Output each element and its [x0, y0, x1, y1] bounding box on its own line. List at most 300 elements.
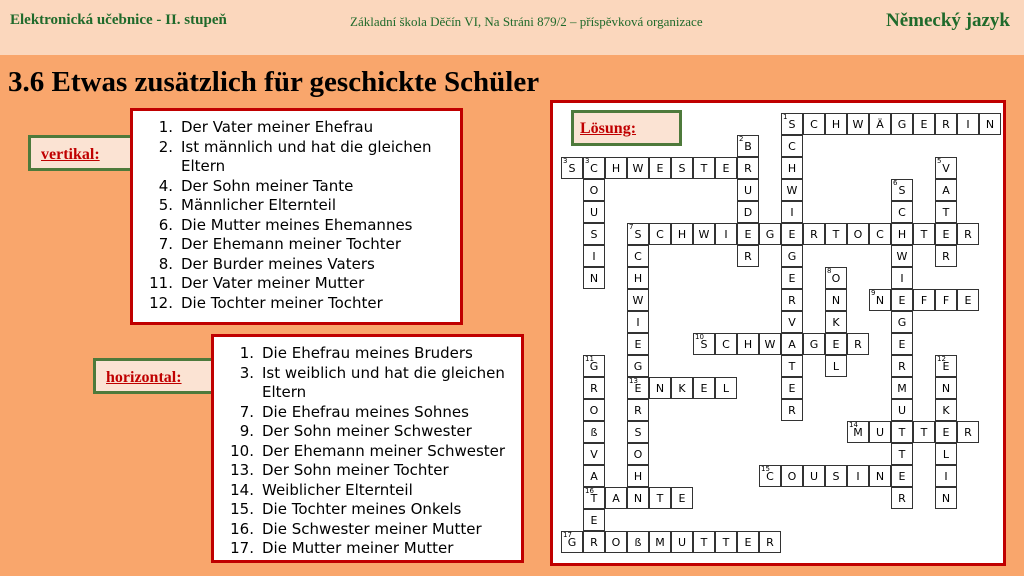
cell-letter: E — [832, 338, 840, 351]
cell-letter: N — [633, 492, 643, 505]
crossword-cell — [891, 179, 913, 201]
cell-letter: G — [589, 360, 599, 373]
cell-letter: R — [788, 404, 796, 417]
crossword-cell — [957, 421, 979, 443]
cell-number: 8 — [827, 267, 832, 275]
cell-letter: S — [634, 426, 642, 439]
cell-letter: K — [942, 404, 950, 417]
cell-letter: S — [590, 228, 598, 241]
crossword-cell — [693, 157, 715, 179]
clue-text: Der Ehemann meiner Schwester — [262, 441, 506, 460]
cell-letter: E — [634, 382, 642, 395]
cell-letter: C — [766, 470, 774, 483]
crossword-cell — [781, 289, 803, 311]
crossword-cell — [715, 531, 737, 553]
cell-letter: T — [898, 426, 906, 439]
crossword-cell — [935, 245, 957, 267]
cell-letter: L — [942, 448, 950, 461]
cell-letter: G — [809, 338, 819, 351]
crossword-cell — [781, 377, 803, 399]
cell-letter: K — [678, 382, 686, 395]
cell-letter: U — [677, 536, 687, 549]
crossword-cell — [891, 377, 913, 399]
cell-letter: D — [743, 206, 753, 219]
crossword-cell — [715, 223, 737, 245]
cell-letter: T — [590, 492, 598, 505]
cell-letter: O — [611, 536, 621, 549]
crossword-cell — [891, 113, 913, 135]
crossword-cell — [649, 487, 671, 509]
cell-letter: I — [592, 250, 596, 263]
clue-number: 17. — [230, 539, 254, 557]
cell-letter: T — [722, 536, 730, 549]
crossword-cell — [935, 201, 957, 223]
crossword-cell — [627, 377, 649, 399]
crossword-cell — [781, 465, 803, 487]
cell-letter: V — [590, 448, 598, 461]
crossword-cell — [935, 355, 957, 377]
cell-number: 7 — [629, 223, 634, 231]
crossword-cell — [671, 531, 693, 553]
clue-text: Die Tochter meines Onkels — [262, 500, 462, 518]
cell-letter: I — [944, 470, 948, 483]
crossword-cell — [715, 157, 737, 179]
crossword-cell — [781, 333, 803, 355]
cell-letter: H — [831, 118, 841, 131]
cell-letter: R — [744, 250, 752, 263]
crossword-cell — [737, 531, 759, 553]
slide-header — [0, 0, 1024, 55]
cell-number: 6 — [893, 179, 898, 187]
crossword-cell — [737, 201, 759, 223]
crossword-cell — [583, 509, 605, 531]
clue-item — [222, 403, 513, 423]
crossword-cell — [649, 531, 671, 553]
cell-letter: T — [832, 228, 840, 241]
cell-letter: C — [810, 118, 818, 131]
cell-letter: E — [678, 492, 686, 505]
crossword-cell — [913, 421, 935, 443]
crossword-cell — [627, 157, 649, 179]
crossword-cell — [737, 135, 759, 157]
crossword-cell — [627, 289, 649, 311]
cell-letter: C — [590, 162, 598, 175]
clue-number — [141, 157, 181, 177]
clue-item — [141, 196, 452, 216]
crossword-cell — [935, 377, 957, 399]
crossword-cell — [891, 333, 913, 355]
cell-letter: T — [920, 426, 928, 439]
cell-letter: E — [590, 514, 598, 527]
crossword-cell — [847, 333, 869, 355]
clue-text: Der Vater meiner Ehefrau — [181, 118, 374, 136]
clue-text: Ist männlich und hat die gleichen — [181, 137, 432, 156]
crossword-cell — [891, 201, 913, 223]
cell-letter: G — [787, 250, 797, 263]
crossword-cell — [847, 421, 869, 443]
clue-item — [222, 364, 513, 384]
slide-title: 3.6 Etwas zusätzlich für geschickte Schüler — [8, 66, 540, 98]
cell-letter: G — [633, 360, 643, 373]
clue-number: 13. — [230, 461, 254, 479]
cell-letter: O — [589, 404, 599, 417]
crossword-cell — [913, 223, 935, 245]
crossword-cell — [913, 113, 935, 135]
cell-letter: C — [788, 140, 796, 153]
crossword-cell — [627, 443, 649, 465]
cell-letter: C — [876, 228, 884, 241]
cell-letter: I — [636, 316, 640, 329]
cell-number: 15 — [761, 465, 770, 473]
clue-text: Der Sohn meiner Schwester — [262, 422, 472, 440]
cell-letter: Ä — [876, 118, 884, 131]
clue-number: 1. — [158, 118, 173, 136]
cell-number: 2 — [739, 135, 744, 143]
cell-letter: U — [743, 184, 753, 197]
crossword-cell — [737, 223, 759, 245]
cell-letter: I — [900, 272, 904, 285]
clue-text: Der Vater meiner Mutter — [181, 274, 365, 292]
cell-letter: R — [964, 426, 972, 439]
cell-letter: E — [722, 162, 730, 175]
crossword-cell — [671, 377, 693, 399]
cell-letter: S — [832, 470, 840, 483]
cell-letter: E — [788, 228, 796, 241]
crossword-cell — [891, 487, 913, 509]
cell-letter: E — [898, 294, 906, 307]
cell-letter: E — [656, 162, 664, 175]
cell-letter: W — [852, 118, 864, 131]
cell-letter: R — [942, 118, 950, 131]
cell-letter: R — [766, 536, 774, 549]
clue-text: Die Tochter meiner Tochter — [181, 293, 383, 312]
cell-letter: N — [589, 272, 599, 285]
cell-number: 11 — [585, 355, 594, 363]
clue-item — [141, 274, 452, 294]
clue-item — [141, 177, 452, 197]
cell-letter: E — [942, 228, 950, 241]
crossword-cell — [583, 443, 605, 465]
crossword-cell — [825, 223, 847, 245]
cell-letter: S — [898, 184, 906, 197]
cell-letter: C — [634, 250, 642, 263]
clue-text: Die Ehefrau meines Sohnes — [262, 402, 469, 421]
cell-letter: R — [788, 294, 796, 307]
cell-letter: N — [875, 294, 885, 307]
crossword-cell — [803, 113, 825, 135]
clue-text: Der Sohn meiner Tochter — [262, 461, 449, 479]
crossword-cell — [583, 355, 605, 377]
cell-letter: ß — [634, 536, 642, 549]
cell-letter: G — [567, 536, 577, 549]
clue-number: 3. — [239, 363, 254, 382]
crossword-cell — [583, 487, 605, 509]
horizontal-label — [93, 358, 221, 394]
clue-item — [141, 216, 452, 236]
crossword-cell — [935, 487, 957, 509]
crossword-cell — [627, 311, 649, 333]
cell-letter: G — [765, 228, 775, 241]
clue-text: Die Ehefrau meines Bruders — [262, 344, 473, 362]
crossword-cell — [869, 421, 891, 443]
cell-letter: A — [590, 470, 598, 483]
crossword-cell — [957, 289, 979, 311]
clue-item — [222, 344, 513, 364]
crossword-cell — [583, 531, 605, 553]
crossword-cell — [935, 179, 957, 201]
crossword-cell — [803, 333, 825, 355]
cell-letter: G — [897, 118, 907, 131]
cell-letter: O — [633, 448, 643, 461]
cell-letter: E — [634, 338, 642, 351]
crossword-cell — [715, 333, 737, 355]
crossword-cell — [935, 289, 957, 311]
crossword-cell — [693, 223, 715, 245]
cell-letter: B — [744, 140, 752, 153]
clue-item — [141, 235, 452, 255]
crossword-cell — [759, 465, 781, 487]
solution-label-text: Lösung: — [580, 120, 637, 137]
cell-letter: T — [920, 228, 928, 241]
clue-number: 9. — [239, 422, 254, 440]
cell-letter: O — [589, 184, 599, 197]
crossword-cell — [781, 311, 803, 333]
crossword-cell — [825, 355, 847, 377]
crossword-cell — [737, 333, 759, 355]
cell-letter: S — [634, 228, 642, 241]
clue-item — [141, 138, 452, 158]
crossword-cell — [693, 531, 715, 553]
crossword-cell — [583, 465, 605, 487]
crossword-cell — [935, 223, 957, 245]
clue-item — [141, 157, 452, 177]
clue-number: 12. — [149, 293, 173, 312]
crossword-cell — [627, 399, 649, 421]
cell-number: 12 — [937, 355, 946, 363]
cell-letter: N — [941, 492, 951, 505]
crossword-cell — [583, 421, 605, 443]
cell-letter: W — [698, 228, 710, 241]
clue-item — [141, 118, 452, 138]
crossword-cell — [891, 223, 913, 245]
cell-letter: H — [633, 470, 643, 483]
crossword-cell — [847, 465, 869, 487]
crossword-cell — [891, 421, 913, 443]
clue-text: Der Burder meines Vaters — [181, 254, 375, 273]
cell-letter: R — [590, 536, 598, 549]
clue-item — [222, 481, 513, 501]
cell-letter: W — [896, 250, 908, 263]
crossword-cell — [847, 113, 869, 135]
crossword-cell — [935, 399, 957, 421]
cell-letter: I — [724, 228, 728, 241]
cell-letter: R — [744, 162, 752, 175]
cell-letter: T — [788, 360, 796, 373]
cell-letter: A — [612, 492, 620, 505]
vertical-label — [28, 135, 138, 171]
clue-item — [222, 442, 513, 462]
crossword-solution — [550, 100, 1006, 566]
crossword-cell — [715, 377, 737, 399]
clue-text: Die Schwester meiner Mutter — [262, 519, 482, 538]
crossword-cell — [649, 223, 671, 245]
cell-number: 10 — [695, 333, 704, 341]
clue-text: Die Mutter meiner Mutter — [262, 539, 454, 557]
cell-letter: M — [853, 426, 863, 439]
crossword-cell — [627, 531, 649, 553]
cell-letter: N — [875, 470, 885, 483]
crossword-cell — [825, 289, 847, 311]
cell-letter: O — [853, 228, 863, 241]
cell-letter: T — [898, 448, 906, 461]
cell-letter: S — [568, 162, 576, 175]
school-name: Základní škola Děčín VI, Na Stráni 879/2 – příspěvková organizace — [350, 14, 703, 29]
cell-letter: S — [678, 162, 686, 175]
crossword-cell — [649, 157, 671, 179]
cell-letter: O — [831, 272, 841, 285]
crossword-cell — [803, 223, 825, 245]
clue-text: Eltern — [181, 157, 226, 175]
cell-letter: E — [700, 382, 708, 395]
crossword-cell — [605, 487, 627, 509]
cell-letter: E — [744, 228, 752, 241]
vertical-label-text: vertikal: — [41, 146, 100, 163]
clue-number: 10. — [230, 441, 254, 460]
crossword-cell — [825, 311, 847, 333]
crossword-cell — [781, 267, 803, 289]
crossword-cell — [737, 157, 759, 179]
crossword-cell — [671, 487, 693, 509]
clue-item — [222, 500, 513, 520]
crossword-cell — [913, 289, 935, 311]
crossword-cell — [935, 113, 957, 135]
crossword-cell — [869, 465, 891, 487]
crossword-cell — [935, 157, 957, 179]
clue-text: Der Ehemann meiner Tochter — [181, 235, 402, 253]
clue-text: Eltern — [262, 383, 307, 401]
cell-number: 14 — [849, 421, 858, 429]
vertical-clue-list — [141, 118, 452, 313]
crossword-cell — [891, 311, 913, 333]
cell-number: 13 — [629, 377, 638, 385]
crossword-cell — [891, 399, 913, 421]
crossword-cell — [825, 267, 847, 289]
cell-letter: E — [898, 338, 906, 351]
cell-letter: E — [788, 272, 796, 285]
crossword-cell — [583, 179, 605, 201]
horizontal-clue-list — [222, 344, 513, 559]
clue-text: Weiblicher Elternteil — [262, 480, 413, 499]
cell-letter: R — [854, 338, 862, 351]
cell-letter: C — [898, 206, 906, 219]
crossword-cell — [671, 223, 693, 245]
cell-letter: W — [632, 162, 644, 175]
cell-letter: S — [788, 118, 796, 131]
crossword-cell — [583, 245, 605, 267]
cell-letter: H — [677, 228, 687, 241]
clue-number: 4. — [158, 176, 173, 195]
cell-number: 3 — [585, 157, 590, 165]
cell-letter: ß — [590, 426, 598, 439]
cell-letter: N — [655, 382, 665, 395]
cell-letter: G — [897, 316, 907, 329]
clue-item — [141, 294, 452, 314]
crossword-cell — [869, 113, 891, 135]
cell-letter: S — [700, 338, 708, 351]
crossword-cell — [671, 157, 693, 179]
cell-number: 3 — [563, 157, 568, 165]
clue-number: 7. — [239, 402, 254, 421]
clue-item — [222, 520, 513, 540]
crossword-cell — [891, 443, 913, 465]
clue-number: 8. — [158, 254, 173, 273]
crossword-cell — [561, 157, 583, 179]
clue-text: Männlicher Elternteil — [181, 196, 337, 214]
clue-text: Ist weiblich und hat die gleichen — [262, 363, 505, 382]
crossword-cell — [869, 289, 891, 311]
crossword-cell — [627, 223, 649, 245]
crossword-cell — [957, 223, 979, 245]
crossword-cell — [957, 113, 979, 135]
crossword-cell — [627, 267, 649, 289]
crossword-cell — [781, 223, 803, 245]
cell-letter: H — [633, 272, 643, 285]
crossword-cell — [781, 135, 803, 157]
crossword-cell — [649, 377, 671, 399]
cell-letter: H — [787, 162, 797, 175]
crossword-cell — [781, 399, 803, 421]
crossword-cell — [605, 531, 627, 553]
cell-letter: V — [788, 316, 796, 329]
cell-letter: I — [790, 206, 794, 219]
cell-letter: F — [920, 294, 928, 307]
clue-item — [222, 422, 513, 442]
cell-letter: L — [832, 360, 840, 373]
clue-number: 5. — [158, 196, 173, 214]
crossword-cell — [803, 465, 825, 487]
cell-letter: L — [722, 382, 730, 395]
crossword-cell — [759, 333, 781, 355]
crossword-cell — [825, 113, 847, 135]
clue-number: 11. — [149, 274, 173, 292]
crossword-cell — [605, 157, 627, 179]
cell-letter: A — [788, 338, 796, 351]
crossword-cell — [737, 245, 759, 267]
clue-number: 15. — [230, 500, 254, 518]
clue-number: 1. — [239, 344, 254, 362]
cell-number: 17 — [563, 531, 572, 539]
crossword-cell — [847, 223, 869, 245]
cell-letter: W — [786, 184, 798, 197]
clue-number: 2. — [158, 137, 173, 156]
crossword-cell — [737, 179, 759, 201]
subject-name: Německý jazyk — [886, 10, 1010, 31]
crossword-cell — [627, 355, 649, 377]
cell-letter: H — [743, 338, 753, 351]
crossword-cell — [935, 443, 957, 465]
clue-item — [222, 461, 513, 481]
cell-letter: M — [897, 382, 907, 395]
crossword-cell — [583, 201, 605, 223]
cell-letter: W — [632, 294, 644, 307]
clue-item — [222, 383, 513, 403]
crossword-cell — [583, 223, 605, 245]
horizontal-clues-box — [211, 334, 524, 563]
cell-letter: R — [942, 250, 950, 263]
cell-letter: E — [920, 118, 928, 131]
cell-number: 5 — [937, 157, 942, 165]
crossword-cell — [759, 531, 781, 553]
